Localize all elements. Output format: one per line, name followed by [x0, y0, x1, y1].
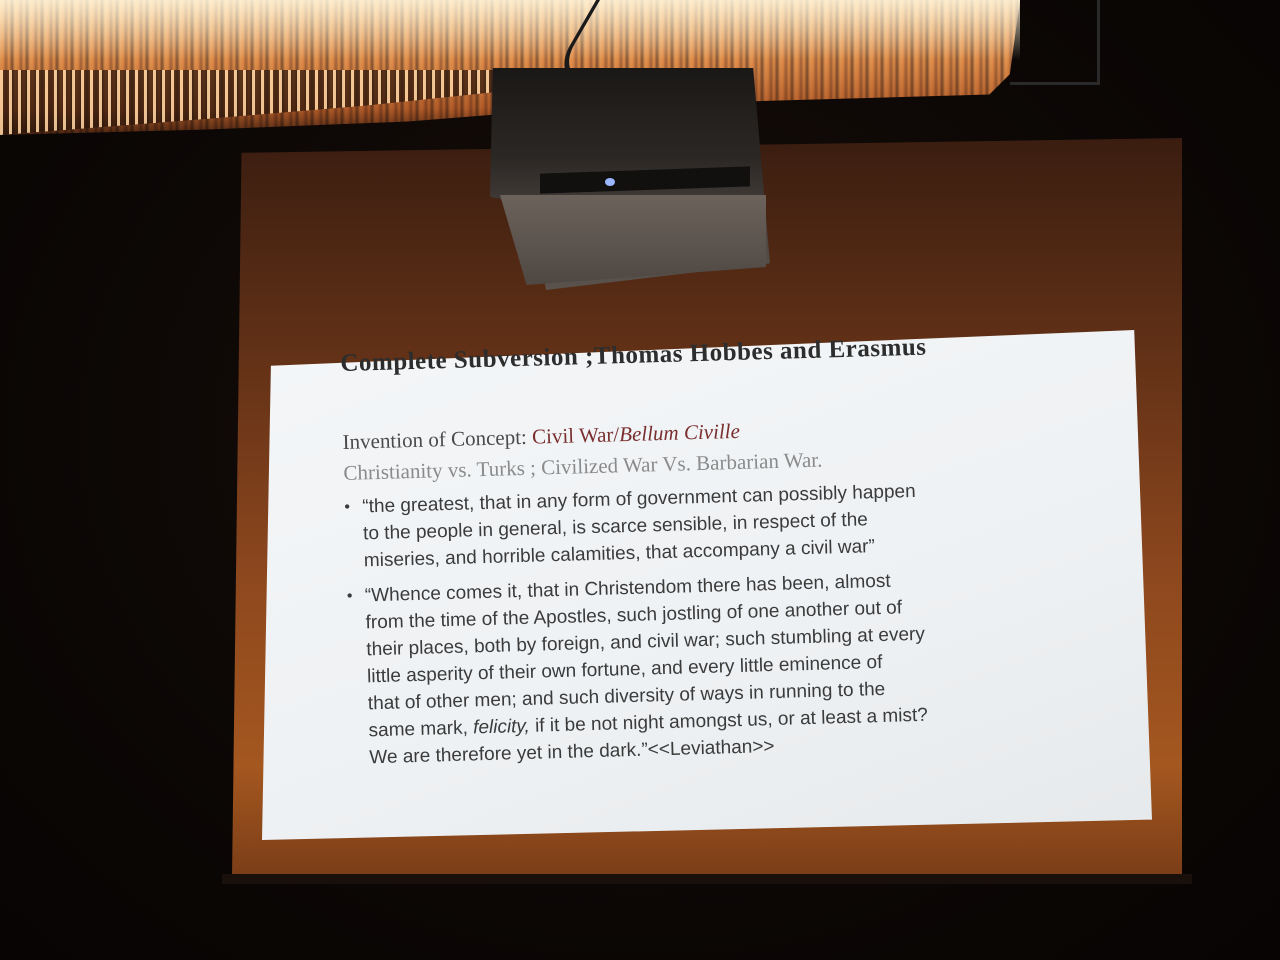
quote-line: little asperity of their own fortune, and every little eminence of [366, 651, 883, 688]
concept-label: Invention of Concept: [342, 424, 533, 454]
quote-text: same mark, [368, 717, 474, 742]
quote-italic-term: felicity, [472, 715, 531, 739]
list-item [344, 474, 1066, 575]
quote-line: “Whence comes it, that in Christendom there has been, almost [364, 570, 891, 607]
projector-indicator-light [605, 178, 615, 186]
contrast-line: Christianity vs. Turks ; Civilized War Vs. Barbarian War. [343, 447, 823, 485]
slide-content [340, 330, 1072, 780]
quote-line: We are therefore yet in the dark.”<<Leviathan>> [369, 736, 775, 769]
concept-term-latin: Bellum Civille [618, 418, 741, 447]
quote-line: that of other men; and such diversity of ways in running to the [367, 678, 886, 715]
quote-line: their places, both by foreign, and civil war; such stumbling at every [366, 623, 926, 661]
quote-line: from the time of the Apostles, such jostling of one another out of [365, 597, 903, 634]
concept-term: Civil War/ [531, 422, 620, 449]
bullet-icon: • [344, 498, 351, 516]
quote-line: “the greatest, that in any form of government can possibly happen [362, 480, 916, 518]
quote-list [344, 474, 1071, 772]
quote-line: to the people in general, is scarce sensible, in respect of the [362, 509, 869, 545]
list-item [347, 563, 1072, 772]
screen-bottom-bar [222, 874, 1192, 884]
ceiling-frame [1010, 0, 1100, 85]
quote-line: miseries, and horrible calamities, that accompany a civil war” [363, 536, 876, 572]
slide-title: Complete Subversion ;Thomas Hobbes and Erasmus [340, 333, 927, 377]
quote-text: if it be not night amongst us, or at least a mist? [529, 704, 929, 737]
chandelier-glow [0, 0, 1020, 60]
bullet-icon: • [346, 587, 353, 605]
